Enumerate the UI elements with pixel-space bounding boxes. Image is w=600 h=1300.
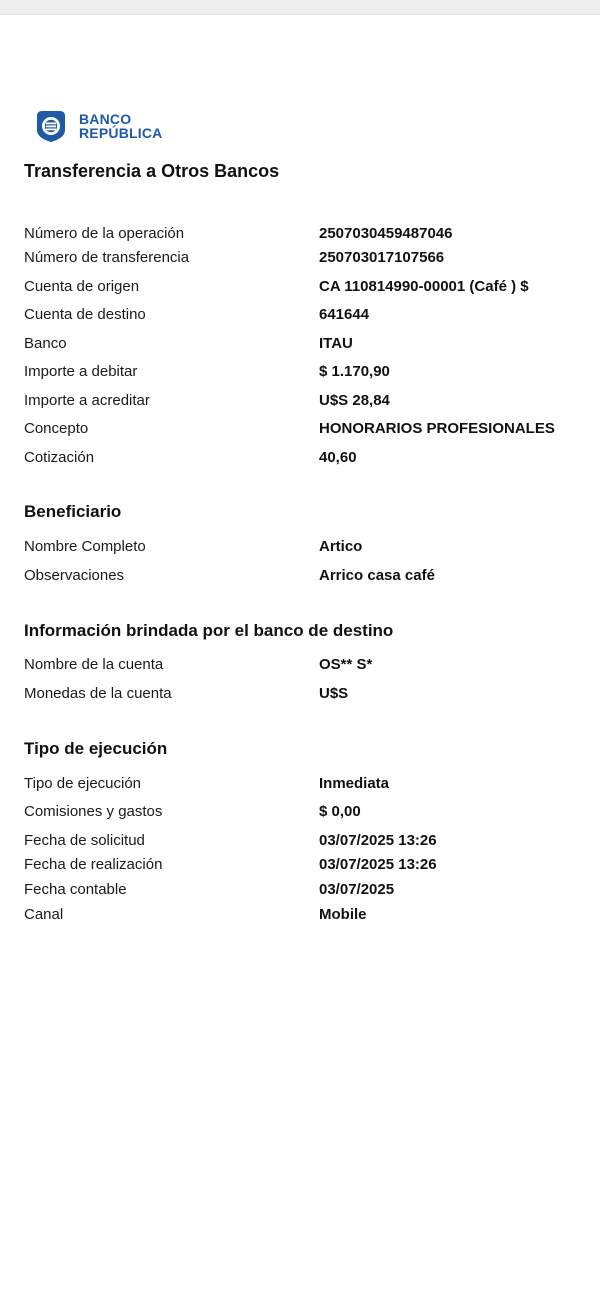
detail-value: 641644 — [319, 306, 370, 323]
detail-row-importe-acreditar — [24, 391, 584, 411]
detail-label: Observaciones — [24, 567, 125, 584]
detail-value: Inmediata — [319, 775, 390, 792]
detail-label: Canal — [24, 906, 64, 923]
detail-label: Tipo de ejecución — [24, 775, 142, 792]
detail-label: Monedas de la cuenta — [24, 685, 172, 702]
detail-label: Importe a acreditar — [24, 392, 150, 409]
detail-label: Fecha de realización — [24, 856, 163, 873]
detail-value: Artico — [319, 538, 363, 555]
section-title-beneficiario: Beneficiario — [24, 502, 122, 521]
detail-row-concepto — [24, 419, 584, 439]
page-title: Transferencia a Otros Bancos — [24, 161, 280, 181]
beneficiario-row-observaciones — [24, 566, 584, 586]
detail-value: $ 1.170,90 — [319, 363, 390, 380]
detail-value: U$S 28,84 — [319, 392, 390, 409]
detail-row-transferencia — [24, 248, 584, 268]
ejecucion-row-fecha-realizacion — [24, 855, 584, 875]
ejecucion-row-fecha-contable — [24, 880, 584, 900]
detail-value: CA 110814990-00001 (Café ) $ — [319, 278, 529, 295]
detail-value: U$S — [319, 685, 349, 702]
banco-republica-logo-icon — [33, 108, 69, 144]
detail-label: Comisiones y gastos — [24, 803, 163, 820]
detail-value: OS** S* — [319, 656, 373, 673]
ejecucion-row-canal — [24, 905, 584, 925]
detail-label: Importe a debitar — [24, 363, 138, 380]
detail-row-importe-debitar — [24, 362, 584, 382]
top-status-strip — [0, 0, 600, 15]
detail-row-banco — [24, 334, 584, 354]
detail-label: Cuenta de origen — [24, 278, 140, 295]
detail-value: 250703017107566 — [319, 249, 445, 266]
detail-value: 03/07/2025 13:26 — [319, 856, 437, 873]
detail-label: Concepto — [24, 420, 89, 437]
detail-row-cuenta-destino — [24, 305, 584, 325]
detail-label: Cotización — [24, 449, 95, 466]
detail-row-operacion — [24, 224, 584, 244]
ejecucion-row-fecha-solicitud — [24, 831, 584, 851]
detail-value: $ 0,00 — [319, 803, 361, 820]
bank-logo-line2: REPÚBLICA — [79, 125, 163, 141]
detail-label: Fecha contable — [24, 881, 127, 898]
detail-row-cotizacion — [24, 448, 584, 468]
detail-label: Banco — [24, 335, 67, 352]
detail-value: 03/07/2025 — [319, 881, 395, 898]
destino-row-nombre-cuenta — [24, 655, 584, 675]
bank-logo-text — [79, 112, 162, 140]
ejecucion-row-tipo — [24, 774, 584, 794]
detail-row-cuenta-origen — [24, 277, 584, 297]
section-title-banco-destino: Información brindada por el banco de destino — [24, 621, 394, 640]
ejecucion-row-comisiones — [24, 802, 584, 822]
detail-value: 2507030459487046 — [319, 225, 453, 242]
detail-value: 03/07/2025 13:26 — [319, 832, 437, 849]
detail-value: 40,60 — [319, 449, 357, 466]
section-title-ejecucion: Tipo de ejecución — [24, 739, 168, 758]
bank-logo — [33, 108, 162, 144]
destino-row-monedas — [24, 684, 584, 704]
detail-value: HONORARIOS PROFESIONALES — [319, 420, 555, 437]
detail-value: Arrico casa café — [319, 567, 435, 584]
detail-label: Número de la operación — [24, 225, 185, 242]
detail-label: Fecha de solicitud — [24, 832, 145, 849]
detail-label: Nombre Completo — [24, 538, 146, 555]
detail-label: Cuenta de destino — [24, 306, 146, 323]
beneficiario-row-nombre — [24, 537, 584, 557]
bank-logo-line1: BANCO — [79, 111, 132, 127]
detail-label: Número de transferencia — [24, 249, 190, 266]
detail-value: ITAU — [319, 335, 353, 352]
detail-label: Nombre de la cuenta — [24, 656, 164, 673]
detail-value: Mobile — [319, 906, 367, 923]
